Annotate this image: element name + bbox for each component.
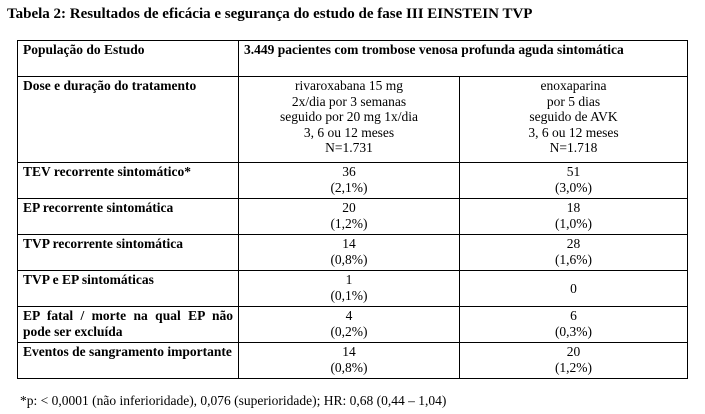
table-row (18, 343, 688, 379)
count-value: 28 (566, 236, 581, 251)
dose-line: 2x/dia por 3 semanas (291, 93, 407, 109)
row-label: TEV recorrente sintomático* (18, 163, 239, 199)
enoxaparin-cell (460, 343, 688, 379)
count-value: 14 (342, 236, 356, 251)
count-value: 1 (345, 272, 353, 287)
enoxaparin-cell (460, 163, 688, 199)
percent-value: (1,0%) (554, 215, 593, 231)
table-row (18, 163, 688, 199)
percent-value: (2,1%) (330, 179, 368, 195)
count-value: 6 (570, 308, 577, 323)
row-label: EP recorrente sintomática (18, 199, 239, 235)
enoxaparin-cell (460, 235, 688, 271)
dose-line: seguido por 20 mg 1x/dia (280, 109, 418, 124)
percent-value: (0,3%) (554, 323, 593, 339)
count-value: 51 (566, 164, 581, 179)
dose-line: enoxaparina (540, 78, 607, 93)
percent-value: (1,2%) (330, 215, 368, 231)
percent-value: (0,1%) (330, 287, 368, 303)
enoxaparin-cell (460, 307, 688, 343)
row-label: Eventos de sangramento importante (18, 343, 239, 379)
population-label: População do Estudo (18, 41, 239, 77)
count-value: 18 (566, 200, 581, 215)
percent-value: (0,2%) (330, 323, 368, 339)
dose-line: seguido de AVK (529, 109, 618, 124)
table-row (18, 235, 688, 271)
dose-line: por 5 dias (546, 93, 601, 109)
table-row (18, 199, 688, 235)
dose-line: N=1.731 (325, 140, 373, 155)
percent-value: (1,2%) (554, 359, 593, 375)
count-value: 4 (345, 308, 353, 323)
count-value: 14 (342, 344, 356, 359)
dose-line: 3, 6 ou 12 meses (303, 124, 395, 140)
row-label: TVP recorrente sintomática (18, 235, 239, 271)
table-row (18, 271, 688, 307)
table-row (18, 77, 688, 163)
results-table (17, 40, 688, 379)
rivaroxaban-cell (239, 235, 460, 271)
enoxaparin-cell (460, 199, 688, 235)
row-label: TVP e EP sintomáticas (18, 271, 239, 307)
table-title: Tabela 2: Resultados de eficácia e segurança do estudo de fase III EINSTEIN TVP (7, 6, 533, 22)
table-row (18, 41, 688, 77)
table-row (18, 307, 688, 343)
population-value: 3.449 pacientes com trombose venosa profunda aguda sintomática (239, 41, 688, 77)
percent-value: (0,8%) (330, 359, 368, 375)
dose-line: rivaroxabana 15 mg (295, 78, 403, 93)
rivaroxaban-cell (239, 163, 460, 199)
count-value: 20 (342, 200, 356, 215)
enoxaparin-dose-cell (460, 77, 688, 163)
rivaroxaban-cell (239, 199, 460, 235)
percent-value: (0,8%) (330, 251, 368, 267)
row-label: EP fatal / morte na qual EP não pode ser excluída (18, 307, 239, 343)
enoxaparin-cell (460, 271, 688, 307)
dose-line: 3, 6 ou 12 meses (528, 124, 619, 140)
dose-line: N=1.718 (549, 140, 598, 155)
count-value: 0 (570, 280, 577, 296)
percent-value: (3,0%) (554, 179, 593, 195)
percent-value: (1,6%) (554, 251, 593, 267)
count-value: 36 (342, 164, 356, 179)
rivaroxaban-dose-cell (239, 77, 460, 163)
rivaroxaban-cell (239, 307, 460, 343)
count-value: 20 (566, 344, 581, 359)
footnote: *p: < 0,0001 (não inferioridade), 0,076 (superioridade); HR: 0,68 (0,44 – 1,04) (20, 393, 447, 408)
rivaroxaban-cell (239, 343, 460, 379)
rivaroxaban-cell (239, 271, 460, 307)
treatment-label: Dose e duração do tratamento (18, 77, 239, 163)
